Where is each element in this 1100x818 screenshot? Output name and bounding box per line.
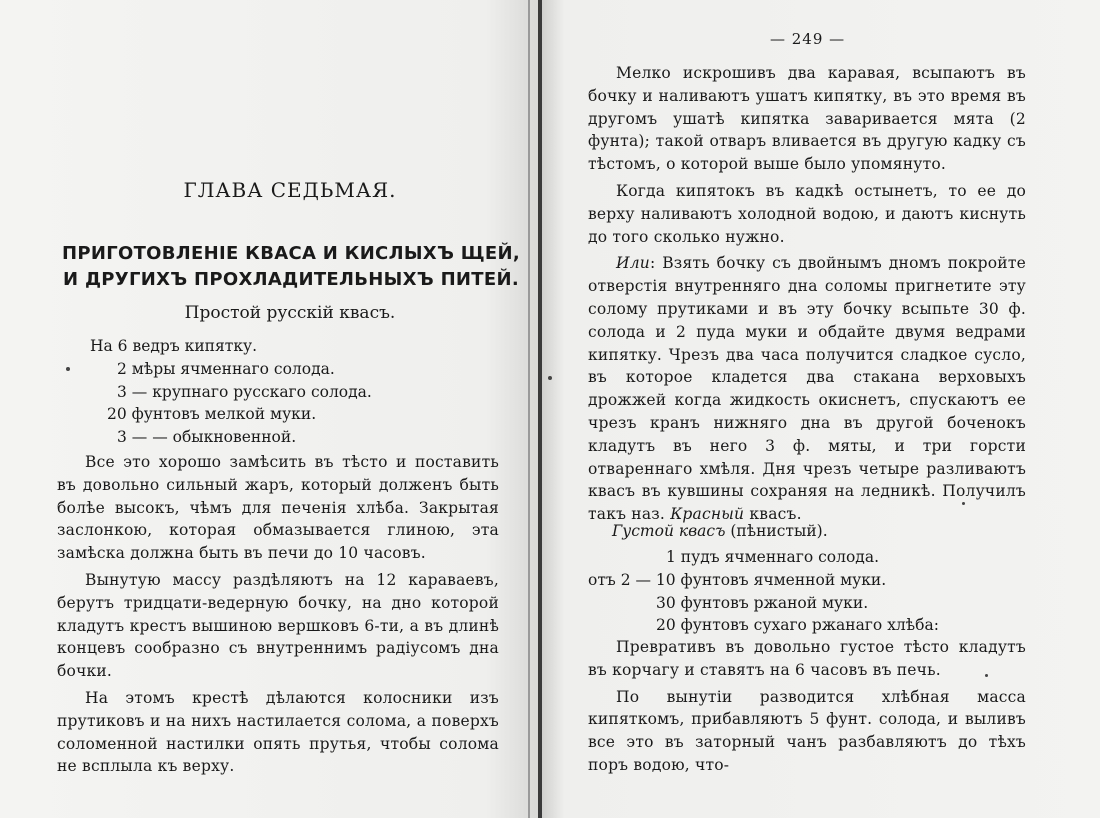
ingredient-line: 3 — — обыкновенной. [117, 428, 297, 447]
speck [962, 502, 965, 505]
paragraph-body: : Взять бочку съ двойнымъ дномъ покройте отверстiя внутренняго дна соломы пригнетите эту солому прутиками и въ эту бочку всыпьте 30 ф. солода и 2 пуда муки и обдайте двумя ведрами кипятку. Чрезъ два часа получится сладкое сусло, въ которое кладется два стакана верховыхъ дрожжей когда жидкость окиснетъ, спускаютъ ее чрезъ кранъ нижняго дна въ другой боченокъ кладутъ въ него 3 ф. мяты, и три горсти отвареннаго хмѣля. Дня чрезъ четыре разливаютъ квасъ въ кувшины сохраняя на ледникѣ. Получилъ такъ наз. [588, 254, 1026, 524]
paragraph: По вынутiи разводится хлѣбная масса кипяткомъ, прибавляютъ 5 фунт. солода, и выливъ все это въ заторный чанъ разбавляютъ до тѣхъ поръ водою, что- [588, 687, 1026, 774]
speck [66, 367, 70, 371]
chapter-heading: ГЛАВА СЕДЬМАЯ. [183, 178, 397, 202]
italic-subtitle: Густой квасъ [612, 522, 726, 540]
speck [548, 376, 552, 380]
ingredient-line: На 6 ведръ кипятку. [90, 337, 258, 355]
italic-term: Красный [670, 505, 745, 524]
paragraph: Все это хорошо замѣсить въ тѣсто и поставить въ довольно сильный жаръ, который долженъ быть болѣе высокъ, чѣмъ для печенiя хлѣба. Закрытая заслонкою, которая обмазывается глиною, эта замѣска должна быть въ печи до 10 часовъ. [57, 453, 499, 563]
paragraph: На этомъ крестѣ дѣлаются колосники изъ прутиковъ и на нихъ настилается солома, а поверхъ соломенной настилки опять прутья, чтобы солома не всплыла къ верху. [57, 688, 499, 776]
ingredient-list [588, 546, 939, 637]
ingredient-line: 1 пудъ ячменнаго солода. [666, 548, 880, 566]
paragraph: Превративъ въ довольно густое тѣсто кладутъ въ корчагу и ставятъ на 6 часовъ въ печь. [588, 638, 1026, 679]
page-number: — 249 — [770, 30, 846, 48]
paragraph: Вынутую массу раздѣляютъ на 12 караваевъ, берутъ тридцати-ведерную бочку, на дно которой кладутъ крестъ вышиною вершковъ 6-ти, а въ длинѣ концевъ сообразно съ внутреннимъ радiусомъ дна бочки. [57, 570, 499, 681]
paragraph: Мелко искрошивъ два каравая, всыпаютъ въ бочку и наливаютъ ушатъ кипятку, въ это время въ другомъ ушатѣ кипятка заваривается мята (2 фунта); такой отваръ вливается въ другую кадку съ тѣстомъ, о которой выше было упомянуто. [588, 64, 1026, 174]
recipe-subtitle [612, 520, 828, 543]
ingredient-line: 20 фунтовъ мелкой муки. [107, 405, 317, 424]
ingredient-line: 3 — крупнаго русскаго солода. [117, 382, 372, 401]
section-title-line-1: ПРИГОТОВЛЕНIЕ КВАСА И КИСЛЫХЪ ЩЕЙ, [62, 243, 520, 264]
ingredient-list [90, 335, 372, 449]
italic-lead: Или [616, 254, 650, 273]
ingredient-line: 30 фунтовъ ржаной муки. [656, 593, 869, 612]
paragraph [588, 252, 1026, 526]
right-text-block-2 [588, 636, 1026, 777]
page-edge [528, 0, 530, 818]
ingredient-line: 20 фунтовъ сухаго ржанаго хлѣба: [656, 616, 939, 635]
left-text-block [57, 451, 499, 778]
ingredient-line: 2 мѣры ячменнаго солода. [117, 359, 335, 378]
subtitle-rest: (пѣнистый). [730, 522, 828, 540]
paragraph: Когда кипятокъ въ кадкѣ остынетъ, то ее до верху наливаютъ холодной водою, и даютъ киснуть до того сколько нужно. [588, 181, 1026, 246]
speck [985, 674, 988, 677]
paragraph-end: квасъ. [749, 505, 802, 524]
recipe-title: Простой русскiй квасъ. [184, 303, 396, 323]
right-text-block [588, 62, 1026, 526]
section-title-line-2: И ДРУГИХЪ ПРОХЛАДИТЕЛЬНЫХЪ ПИТЕЙ. [63, 269, 519, 290]
ingredient-line: отъ 2 — 10 фунтовъ ячменной муки. [588, 570, 887, 589]
left-page [0, 0, 540, 818]
